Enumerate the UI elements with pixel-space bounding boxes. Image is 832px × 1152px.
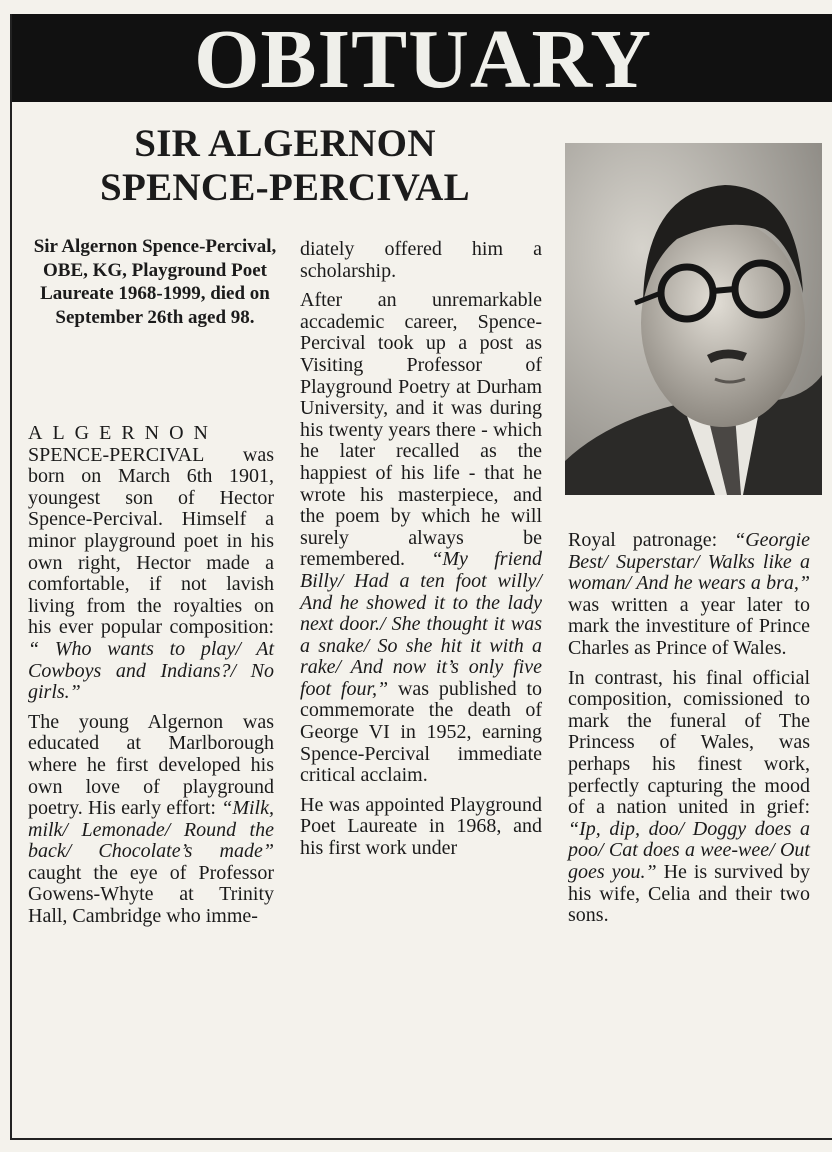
poem-quote: “Milk, milk/ Lemonade/ Round the back/ Chocolate’s made”	[28, 797, 274, 863]
portrait-icon	[565, 143, 822, 495]
column-3	[568, 530, 810, 935]
headline-line1: SIR ALGERNON	[134, 122, 436, 165]
poem-quote: “My friend Billy/ Had a ten foot willy/ And he showed it to the lady next door./ She thought it was a snake/ So she hit it with a rake/ And now it’s only five foot four,”	[300, 548, 543, 700]
paragraph: After an unremarkable accademic career, Spence-Percival took up a post as Visiting Professor of Playground Poetry at Durham University, and it was during his twenty years there - which he later recalled as the happiest of his life - that he wrote his masterpiece, and the poem by which he will surely always be remembered. “My friend Billy/ Had a ten foot willy/ And he showed it to the lady next door./ She thought it was a snake/ So she hit it with a rake/ And now it’s only five foot four,” was published to commemorate the death of George VI in 1952, earning Spence-Percival immediate critical acclaim.	[300, 289, 543, 787]
poem-quote: “ Who wants to play/ At Cowboys and Indians?/ No girls.”	[28, 637, 274, 704]
headline	[30, 122, 540, 210]
paragraph: ALGERNON SPENCE-PERCIVAL was born on March 6th 1901, youngest son of Hector Spence-Percival. Himself a minor playground poet in his own right, Hector made a comfortable, if not lavish living from the royalties on his ever popular composition: “ Who wants to play/ At Cowboys and Indians?/ No girls.”	[28, 422, 274, 704]
portrait-photo	[565, 143, 822, 495]
poem-quote: “Ip, dip, doo/ Doggy does a poo/ Cat does a wee-wee/ Out goes you.”	[568, 817, 810, 883]
poem-quote: “Georgie Best/ Superstar/ Walks like a woman/ And he wears a bra,”	[568, 529, 810, 595]
paragraph: Royal patronage: “Georgie Best/ Superstar/ Walks like a woman/ And he wears a bra,” was written a year later to mark the investiture of Prince Charles as Prince of Wales.	[568, 529, 810, 659]
standfirst: Sir Algernon Spence-Percival, OBE, KG, Playground Poet Laureate 1968-1999, died on September 26th aged 98.	[33, 236, 277, 328]
headline-line2: SPENCE-PERCIVAL	[99, 166, 470, 209]
paragraph: He was appointed Playground Poet Laureate in 1968, and his first work under	[300, 793, 542, 860]
obituary-banner	[12, 13, 832, 106]
banner-title: OBITUARY	[194, 13, 652, 106]
column-1	[28, 423, 274, 936]
column-2	[300, 239, 542, 868]
lead-word: ALGERNON	[28, 422, 218, 444]
paragraph: diately offered him a scholarship.	[300, 238, 542, 282]
paragraph: The young Algernon was educated at Marlborough where he first developed his own love of playground poetry. His early effort: “Milk, milk/ Lemonade/ Round the back/ Chocolate’s made” caught the eye of Professor Gowens-Whyte at Trinity Hall, Cambridge who imme-	[28, 710, 274, 928]
paragraph: In contrast, his final official composition, comissioned to mark the funeral of The Princess of Wales, was perhaps his finest work, perfectly capturing the mood of a nation united in grief: “Ip, dip, doo/ Doggy does a poo/ Cat does a wee-wee/ Out goes you.” He is survived by his wife, Celia and their two sons.	[568, 666, 810, 927]
